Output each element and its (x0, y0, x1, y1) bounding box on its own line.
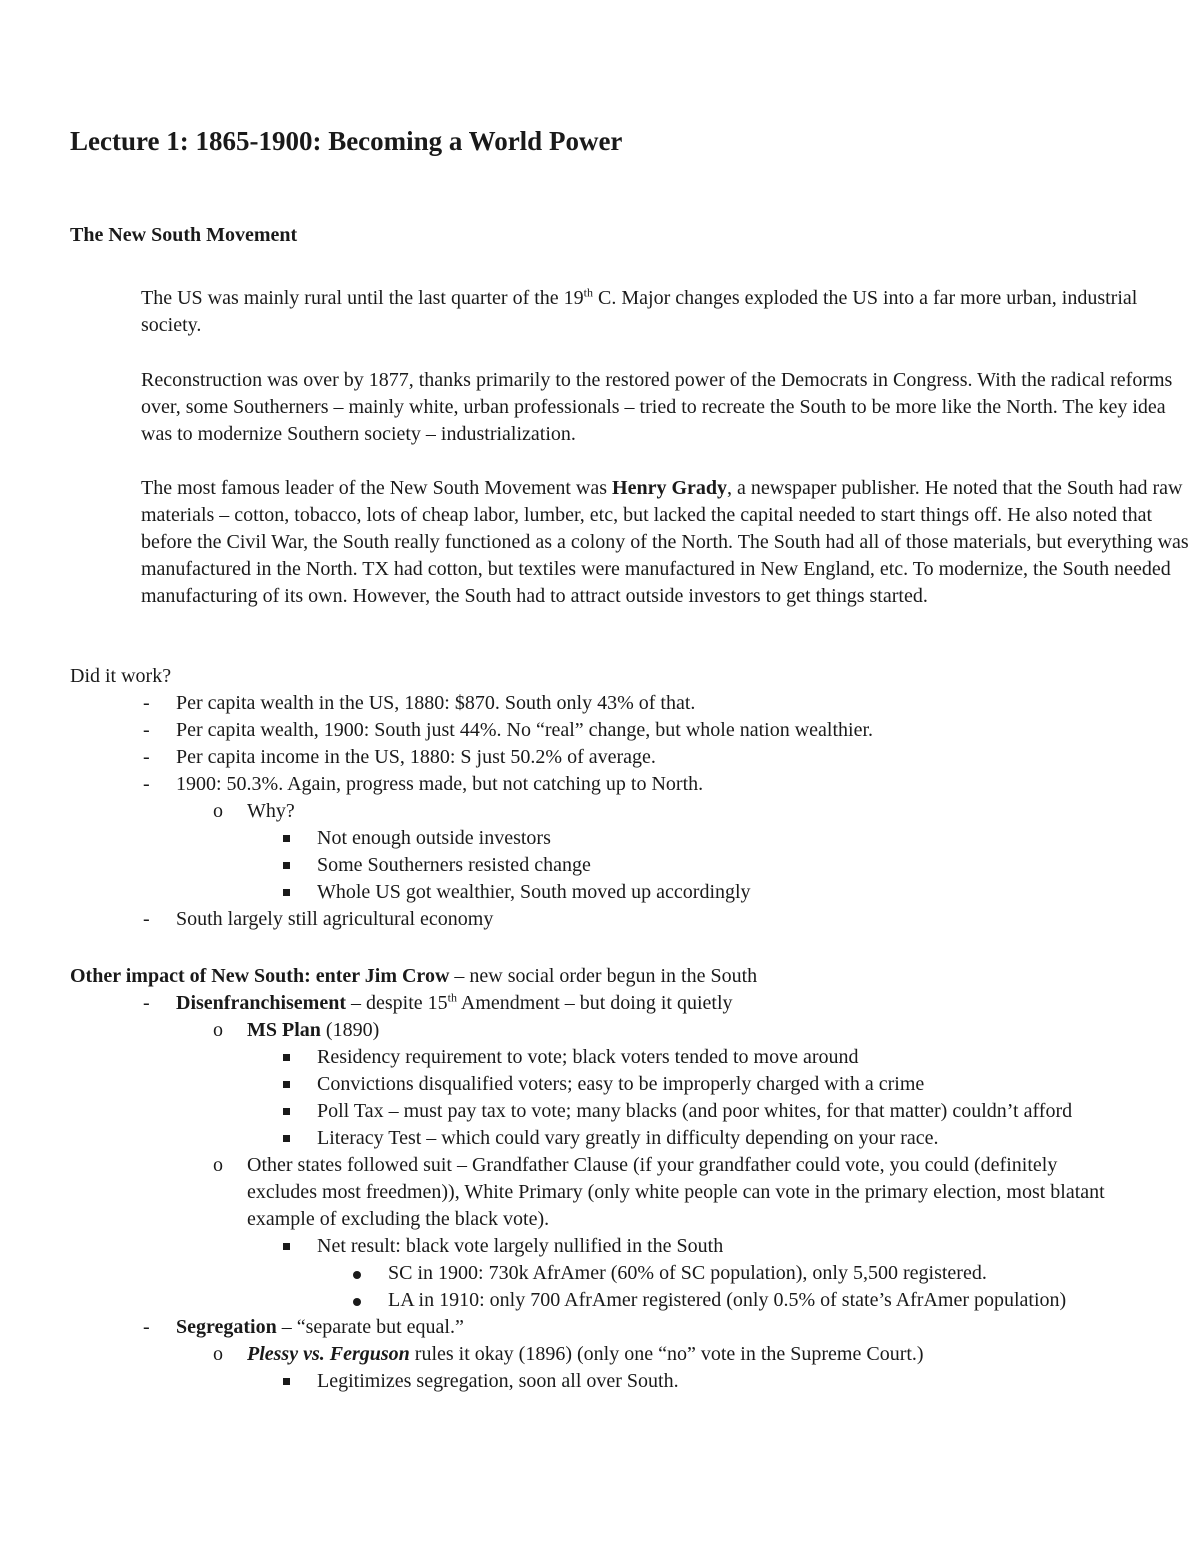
square-bullet-icon (283, 862, 290, 869)
list-item: Convictions disqualified voters; easy to be improperly charged with a crime (70, 1071, 1130, 1098)
square-bullet-icon (283, 1108, 290, 1115)
round-bullet-icon (353, 1271, 361, 1279)
list-item: Whole US got wealthier, South moved up accordingly (70, 879, 1130, 906)
list-item: - Segregation – “separate but equal.” (143, 1316, 464, 1338)
list-item: o Why? (213, 800, 295, 822)
list-item: Not enough outside investors (70, 825, 1130, 852)
list-item: - Per capita income in the US, 1880: S just 50.2% of average. (143, 746, 656, 768)
list-item: Legitimizes segregation, soon all over South. (70, 1368, 1130, 1395)
section-heading: The New South Movement (70, 224, 298, 246)
square-bullet-icon (283, 1054, 290, 1061)
jim-crow-list (70, 990, 1130, 1395)
lecture-title: Lecture 1: 1865-1900: Becoming a World Power (70, 126, 623, 156)
list-item: - Disenfranchisement – despite 15th Amendment – but doing it quietly (143, 990, 733, 1014)
square-bullet-icon (283, 1135, 290, 1142)
square-bullet-icon (283, 1081, 290, 1088)
list-item: o Plessy vs. Ferguson rules it okay (1896) (only one “no” vote in the Supreme Court.) (213, 1343, 924, 1365)
paragraph-henry-grady: The most famous leader of the New South Movement was Henry Grady, a newspaper publisher. He noted that the South had raw materials – cotton, tobacco, lots of cheap labor, lumber, etc, but lacked the capital needed to start things off. He also noted that before the Civil War, the South really functioned as a colony of the North. The South had all of those materials, but everything was manufactured in the North. TX had cotton, but textiles were manufactured in New England, etc. To modernize, the South needed manufacturing of its own. However, the South had to attract outside investors to get things started. (141, 477, 1189, 607)
list-item: Literacy Test – which could vary greatly in difficulty depending on your race. (70, 1125, 1130, 1152)
square-bullet-icon (283, 889, 290, 896)
list-item: Net result: black vote largely nullified in the South (70, 1233, 1130, 1260)
paragraph-reconstruction: Reconstruction was over by 1877, thanks primarily to the restored power of the Democrats in Congress. With the radical reforms over, some Southerners – mainly white, urban professionals – tried to recreate the South to be more like the North. The key idea was to modernize Southern society – industrialization. (141, 369, 1173, 445)
list-item: - Per capita wealth in the US, 1880: $870. South only 43% of that. (143, 692, 696, 714)
list-item: Poll Tax – must pay tax to vote; many blacks (and poor whites, for that matter) couldn’t afford (70, 1098, 1130, 1125)
list-item: - 1900: 50.3%. Again, progress made, but not catching up to North. (143, 773, 704, 795)
list-item: o MS Plan (1890) (213, 1019, 380, 1041)
square-bullet-icon (283, 1378, 290, 1385)
list-item: - South largely still agricultural economy (143, 908, 494, 930)
list-item: Residency requirement to vote; black voters tended to move around (70, 1044, 1130, 1071)
list-item: o Other states followed suit – Grandfather Clause (if your grandfather could vote, you could (definitely excludes most freedmen)), White Primary (only white people can vote in the primary election, most blatant example of excluding the black vote). (213, 1154, 1105, 1230)
list-item: SC in 1900: 730k AfrAmer (60% of SC population), only 5,500 registered. (70, 1260, 1130, 1287)
list-item: Some Southerners resisted change (70, 852, 1130, 879)
round-bullet-icon (353, 1298, 361, 1306)
did-it-work-question: Did it work? (70, 665, 172, 687)
paragraph-rural-to-urban: The US was mainly rural until the last quarter of the 19th C. Major changes exploded the US into a far more urban, industrial society. (141, 285, 1138, 336)
jim-crow-heading: Other impact of New South: enter Jim Crow – new social order begun in the South (70, 965, 758, 987)
square-bullet-icon (283, 1243, 290, 1250)
did-it-work-list (70, 690, 1130, 933)
list-item: - Per capita wealth, 1900: South just 44%. No “real” change, but whole nation wealthier. (143, 719, 874, 741)
list-item: LA in 1910: only 700 AfrAmer registered (only 0.5% of state’s AfrAmer population) (70, 1287, 1130, 1314)
square-bullet-icon (283, 835, 290, 842)
